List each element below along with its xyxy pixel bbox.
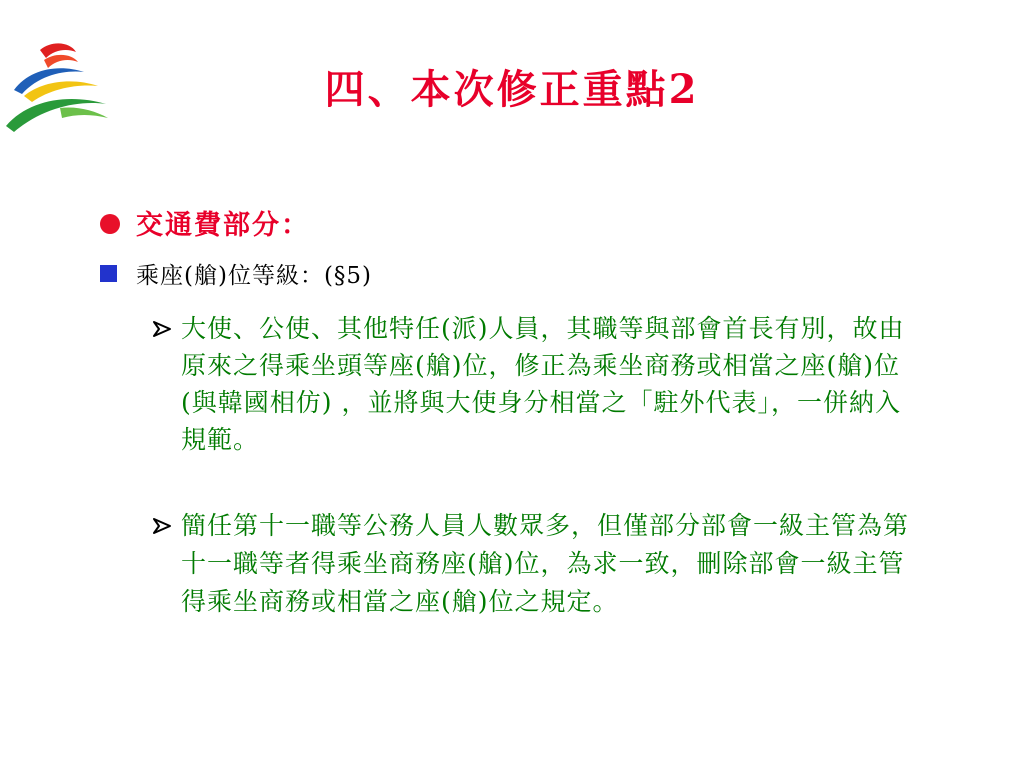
- slide-title: 四、本次修正重點2: [324, 66, 700, 113]
- point-1-text: 大使、公使、其他特任(派)人員，其職等與部會首長有別，故由原來之得乘坐頭等座(艙)位，修正為乘坐商務或相當之座(艙)位(與韓國相仿) ，並將與大使身分相當之「駐外代表」，一併納入規範。: [181, 314, 905, 454]
- arrowhead-bullet-icon: [152, 320, 172, 338]
- square-bullet-icon: [100, 265, 117, 282]
- subheading: 乘座(艙)位等級：(§5): [136, 263, 373, 289]
- arrowhead-bullet-icon: [152, 517, 172, 535]
- circle-bullet-icon: [100, 214, 120, 234]
- point-2-text: 簡任第十一職等公務人員人數眾多，但僅部分部會一級主管為第十一職等者得乘坐商務座(艙)位，為求一致，刪除部會一級主管得乘坐商務或相當之座(艙)位之規定。: [181, 511, 910, 616]
- section-heading: 交通費部分：: [136, 210, 310, 241]
